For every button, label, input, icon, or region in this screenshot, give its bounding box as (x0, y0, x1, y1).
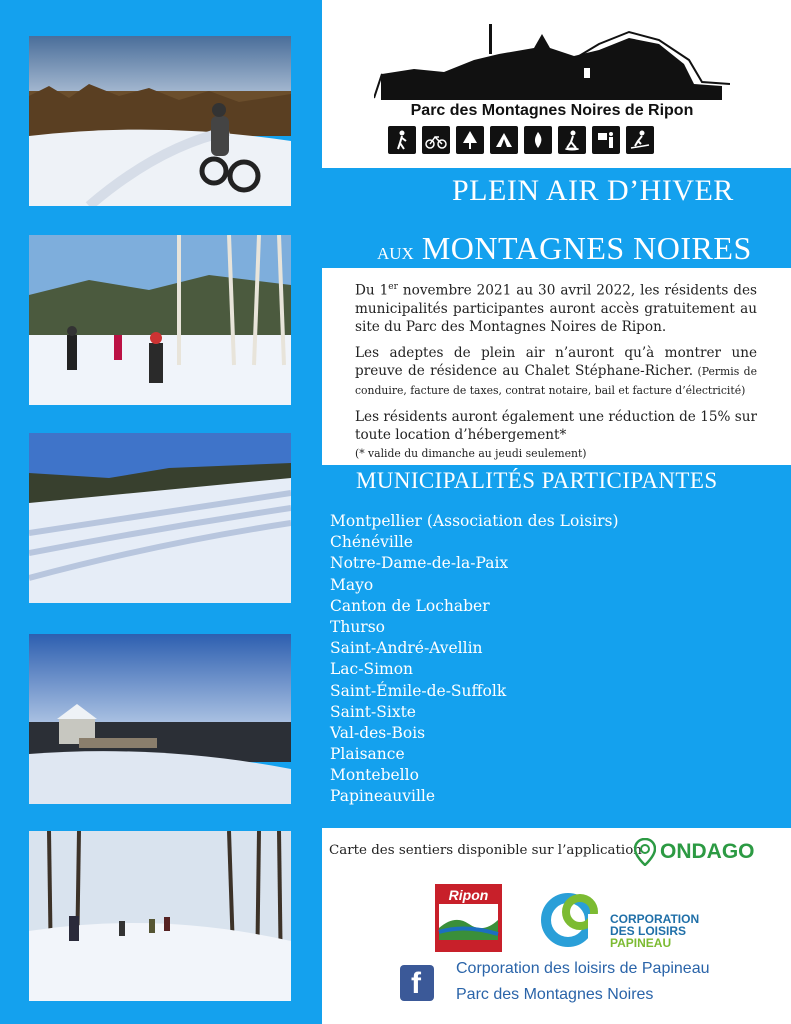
hiking-icon (388, 126, 416, 154)
picnic-icon (456, 126, 484, 154)
title-montagnes: MONTAGNES NOIRES (421, 230, 752, 266)
list-item: Montebello (330, 766, 419, 785)
info-paragraph-discount: Les résidents auront également une réduction de 15% sur toute location d’hébergement* (* valide du dimanche au jeudi seulement) (355, 409, 757, 460)
list-item: Saint-André-Avellin (330, 639, 483, 658)
photo-forest-hikers (29, 831, 291, 1001)
info-panel (322, 268, 791, 465)
list-item: Val-des-Bois (330, 723, 426, 742)
facebook-page-corporation: Corporation des loisirs de Papineau (456, 960, 710, 977)
list-item: Chénéville (330, 533, 413, 552)
list-item: Saint-Émile-de-Suffolk (330, 681, 507, 700)
park-logo (374, 14, 730, 164)
photo-groomed-trail (29, 433, 291, 603)
municipalities-list (330, 511, 619, 808)
municipalities-title: MUNICIPALITÉS PARTICIPANTES (356, 468, 718, 493)
camping-icon (490, 126, 518, 154)
title-aux: AUX (377, 244, 414, 263)
list-item: Papineauville (330, 787, 436, 806)
info-paragraph-access: Du 1er novembre 2021 au 30 avril 2022, les résidents des municipalités participantes auront accès gratuitement au site du Parc des Montagnes Noires de Ripon. (355, 282, 758, 335)
ondago-pin-icon (634, 838, 656, 866)
photo-gazebo-lookout (29, 634, 291, 804)
list-item: Plaisance (330, 745, 405, 764)
ski-icon (626, 126, 654, 154)
biking-icon (422, 126, 450, 154)
title-montagnes-noires (377, 230, 752, 267)
list-item: Lac-Simon (330, 660, 414, 679)
list-item: Thurso (330, 617, 385, 636)
ripon-label: Ripon (448, 887, 489, 903)
fire-icon (524, 126, 552, 154)
bottom-panel (322, 828, 791, 1024)
list-item: Saint-Sixte (330, 702, 416, 721)
clp-logo-icon (540, 884, 610, 952)
ripon-logo (435, 884, 502, 952)
photo-fatbike-trail (29, 36, 291, 206)
list-item: Notre-Dame-de-la-Paix (330, 554, 509, 573)
list-item: Montpellier (Association des Loisirs) (330, 512, 619, 530)
title-plein-air: PLEIN AIR D’HIVER (452, 174, 734, 207)
logo-panel (322, 0, 791, 168)
list-item: Mayo (330, 575, 374, 594)
park-name: Parc des Montagnes Noires de Ripon (410, 102, 694, 119)
ondago-logo: ONDAGO (660, 840, 755, 863)
info-paragraph-proof: Les adeptes de plein air n’auront qu’à montrer une preuve de résidence au Chalet Stéphane-Richer. (Permis de conduire, facture de taxes, contrat notaire, bail et facture d’électricité) (355, 345, 757, 397)
activity-icons (388, 126, 654, 154)
facebook-page-parc: Parc des Montagnes Noires (456, 986, 654, 1003)
lookout-icon (592, 126, 620, 154)
photo-snowshoe-forest (29, 235, 291, 405)
snowshoe-icon (558, 126, 586, 154)
trail-map-text: Carte des sentiers disponible sur l’application (329, 843, 642, 858)
clp-logo-text: CORPORATION DES LOISIRS PAPINEAU (610, 912, 700, 950)
facebook-icon: f (400, 965, 434, 1001)
list-item: Canton de Lochaber (330, 596, 490, 615)
mountain-skyline-icon (374, 14, 730, 104)
